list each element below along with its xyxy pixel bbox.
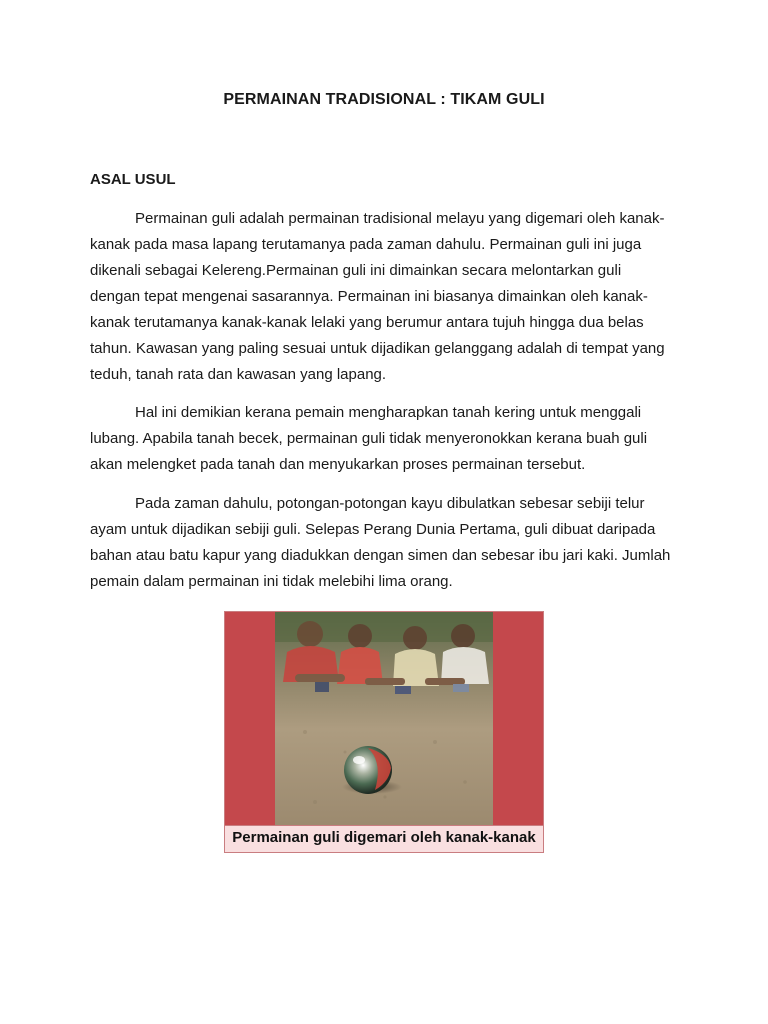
figure-frame xyxy=(224,611,544,853)
section-heading-asal-usul: ASAL USUL xyxy=(90,171,176,188)
paragraph-line: lubang. Apabila tanah becek, permainan guli tidak menyeronokkan kerana buah guli xyxy=(90,430,648,447)
paragraph-line: Hal ini demikian kerana pemain mengharapkan tanah kering untuk menggali xyxy=(135,404,642,421)
paragraph-line: dengan tepat mengenai sasarannya. Permainan ini biasanya dimainkan oleh kanak- xyxy=(90,288,648,305)
paragraph-line: pemain dalam permainan ini tidak melebihi lima orang. xyxy=(90,573,453,590)
paragraph-line: Permainan guli adalah permainan tradisional melayu yang digemari oleh kanak- xyxy=(135,210,665,227)
paragraph-line: dikenali sebagai Kelereng.Permainan guli ini dimainkan secara melontarkan guli xyxy=(90,262,622,279)
paragraph-line: kanak terutamanya kanak-kanak lelaki yang berumur antara tujuh hingga dua belas xyxy=(90,314,644,331)
paragraph-line: Pada zaman dahulu, potongan-potongan kayu dibulatkan sebesar sebiji telur xyxy=(135,495,645,512)
marbles-photo xyxy=(275,612,493,825)
figure-caption: Permainan guli digemari oleh kanak-kanak xyxy=(225,825,543,852)
paragraph-line: akan melengket pada tanah dan menyukarkan proses permainan tersebut. xyxy=(90,456,586,473)
paragraph-line: teduh, tanah rata dan kawasan yang lapang. xyxy=(90,366,387,383)
paragraph-line: bahan atau batu kapur yang diadukkan dengan simen dan sebesar ibu jari kaki. Jumlah xyxy=(90,547,671,564)
paragraph-line: tahun. Kawasan yang paling sesuai untuk dijadikan gelanggang adalah di tempat yang xyxy=(90,340,665,357)
paragraph-1 xyxy=(90,206,680,388)
paragraph-line: ayam untuk dijadikan sebiji guli. Selepas Perang Dunia Pertama, guli dibuat daripada xyxy=(90,521,656,538)
paragraph-line: kanak pada masa lapang terutamanya pada zaman dahulu. Permainan guli ini juga xyxy=(90,236,642,253)
paragraph-3 xyxy=(90,491,680,595)
document-title: PERMAINAN TRADISIONAL : TIKAM GULI xyxy=(223,91,545,108)
children-playing-marbles-illustration xyxy=(275,612,493,825)
paragraph-2 xyxy=(90,400,680,478)
